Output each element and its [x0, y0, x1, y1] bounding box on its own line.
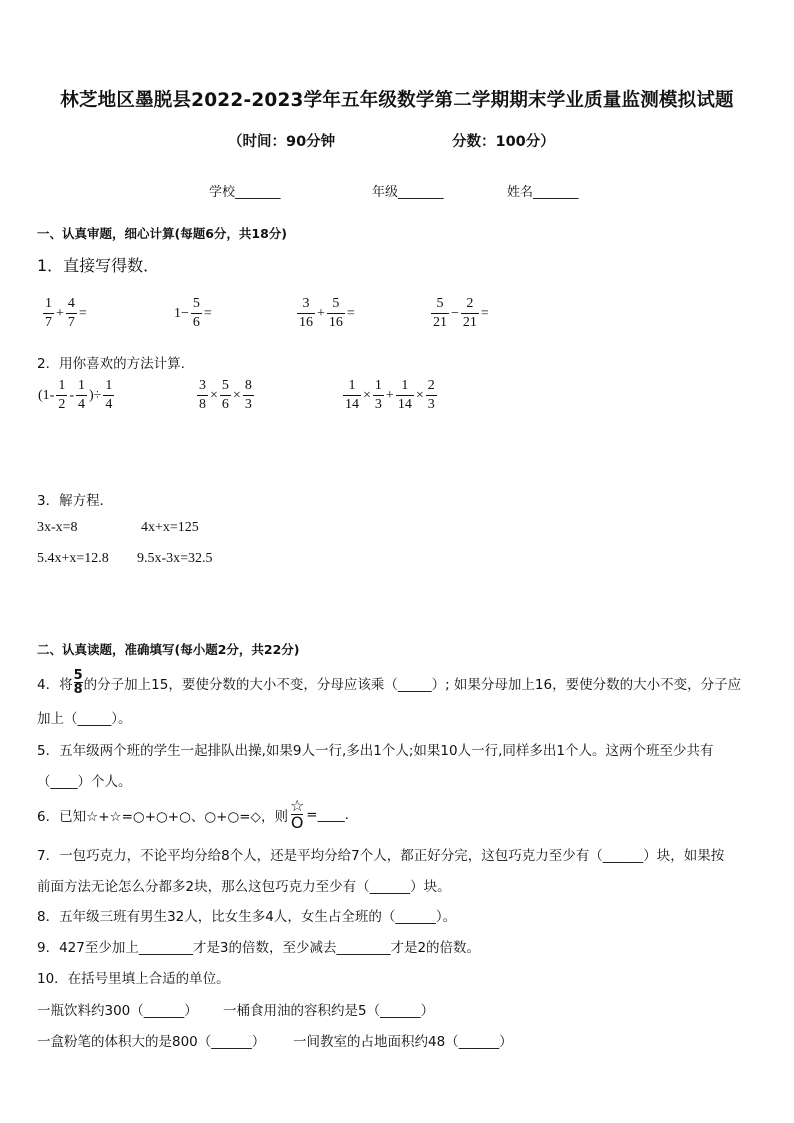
school-label: 学校: [209, 185, 236, 200]
fraction: $\frac{5}{16}$: [328, 296, 343, 330]
q8: 8．五年级三班有男生32人，比女生多4人，女生占全班的（______）。: [37, 909, 457, 925]
fraction: $\frac{8}{3}$: [244, 378, 252, 412]
name-field[interactable]: [507, 181, 579, 200]
grade-field[interactable]: [372, 181, 444, 200]
fraction: $\frac{3}{16}$: [299, 296, 313, 330]
equation-1: 3x-x=8: [37, 520, 78, 535]
q1-expr-3: $\frac{3}{16}$ + $\frac{5}{16}$ =: [299, 296, 355, 330]
q10-item-2: 一桶食用油的容积约是5（______）: [223, 1003, 435, 1019]
equation-4: 9.5x-3x=32.5: [137, 551, 213, 566]
exam-score: 分数：100分）: [452, 134, 555, 150]
q10-item-4: 一间教室的占地面积约48（______）: [293, 1034, 513, 1050]
q1-expr-4: $\frac{5}{21}$ − $\frac{2}{21}$ =: [433, 296, 489, 330]
q5-line2: （____）个人。: [37, 774, 132, 790]
fraction: $\frac{2}{21}$: [462, 296, 477, 330]
equation-3: 5.4x+x=12.8: [37, 551, 109, 566]
q1-label: 1．直接写得数．: [37, 256, 160, 275]
q10-label: 10．在括号里填上合适的单位。: [37, 971, 230, 987]
school-field[interactable]: [209, 181, 281, 200]
q1-expr-2: 1− $\frac{5}{6}$ =: [174, 296, 212, 330]
grade-label: 年级: [372, 185, 399, 200]
q4-line2: 加上（_____）。: [37, 711, 132, 727]
fraction: $\frac{5}{6}$: [221, 378, 229, 412]
fraction: $\frac{1}{2}$: [58, 378, 66, 412]
q1-expr-1: $\frac{1}{7}$ + $\frac{4}{7}$ =: [45, 296, 87, 330]
fraction: $\frac{1}{4}$: [78, 378, 85, 412]
fraction: $\frac{1}{7}$: [45, 296, 52, 330]
q5-line1: 5．五年级两个班的学生一起排队出操,如果9人一行,多出1个人;如果10人一行,同样多出1个人。这两个班至少共有: [37, 743, 714, 759]
name-blank: _______: [533, 185, 579, 200]
q9: 9．427至少加上________才是3的倍数，至少减去________才是2的倍数。: [37, 940, 481, 956]
q6: 6．已知☆+☆=○+○+○、○+○=◇，则 $\frac{☆}{O}$ =____.: [37, 796, 349, 832]
fraction: $\frac{5}{6}$: [192, 296, 200, 330]
school-blank: _______: [235, 185, 281, 200]
exam-time: （时间：90分钟: [228, 134, 336, 150]
q3-label: 3．解方程．: [37, 493, 114, 509]
q2-expr-3: $\frac{1}{14}$ × $\frac{1}{3}$ + $\frac{1}{14}$ × $\frac{2}{3}$: [345, 378, 435, 412]
section2-heading: 二、认真读题，准确填写(每小题2分，共22分): [37, 642, 300, 657]
fraction: $\frac{5}{21}$: [433, 296, 447, 330]
fraction: $\frac{4}{7}$: [67, 296, 75, 330]
q10-item-3: 一盒粉笔的体积大的是800（______）: [37, 1034, 266, 1050]
section1-heading: 一、认真审题，细心计算(每题6分，共18分): [37, 226, 288, 241]
fraction: $\frac{3}{8}$: [199, 378, 206, 412]
q7-line1: 7．一包巧克力，不论平均分给8个人，还是平均分给7个人，都正好分完，这包巧克力至少有（______）块，如果按: [37, 848, 725, 864]
q2-expr-1: (1- $\frac{1}{2}$ - $\frac{1}{4}$ )÷ $\frac{1}{4}$: [38, 378, 113, 412]
q7-line2: 前面方法无论怎么分都多2块，那么这包巧克力至少有（______）块。: [37, 879, 451, 895]
page-title: 林芝地区墨脱县2022-2023学年五年级数学第二学期期末学业质量监测模拟试题: [60, 90, 734, 111]
fraction: $\frac{1}{3}$: [374, 378, 382, 412]
symbol-fraction: $\frac{☆}{O}$: [289, 796, 305, 832]
q4-line1: 4．将 5 8 的分子加上15，要使分数的大小不变，分母应该乘（_____）; 如果分母加上16，要使分数的大小不变，分子应: [37, 668, 742, 697]
fraction: $\frac{2}{3}$: [427, 378, 435, 412]
q2-label: 2．用你喜欢的方法计算.: [37, 356, 185, 372]
name-label: 姓名: [507, 185, 534, 200]
fraction: 5 8: [73, 668, 83, 697]
fraction: $\frac{1}{14}$: [397, 378, 412, 412]
q10-item-1: 一瓶饮料约300（______）: [37, 1003, 198, 1019]
fraction: $\frac{1}{14}$: [345, 378, 359, 412]
equation-2: 4x+x=125: [141, 520, 199, 535]
grade-blank: _______: [398, 185, 444, 200]
fraction: $\frac{1}{4}$: [105, 378, 113, 412]
q2-expr-2: $\frac{3}{8}$ × $\frac{5}{6}$ × $\frac{8}{3}$: [199, 378, 252, 412]
